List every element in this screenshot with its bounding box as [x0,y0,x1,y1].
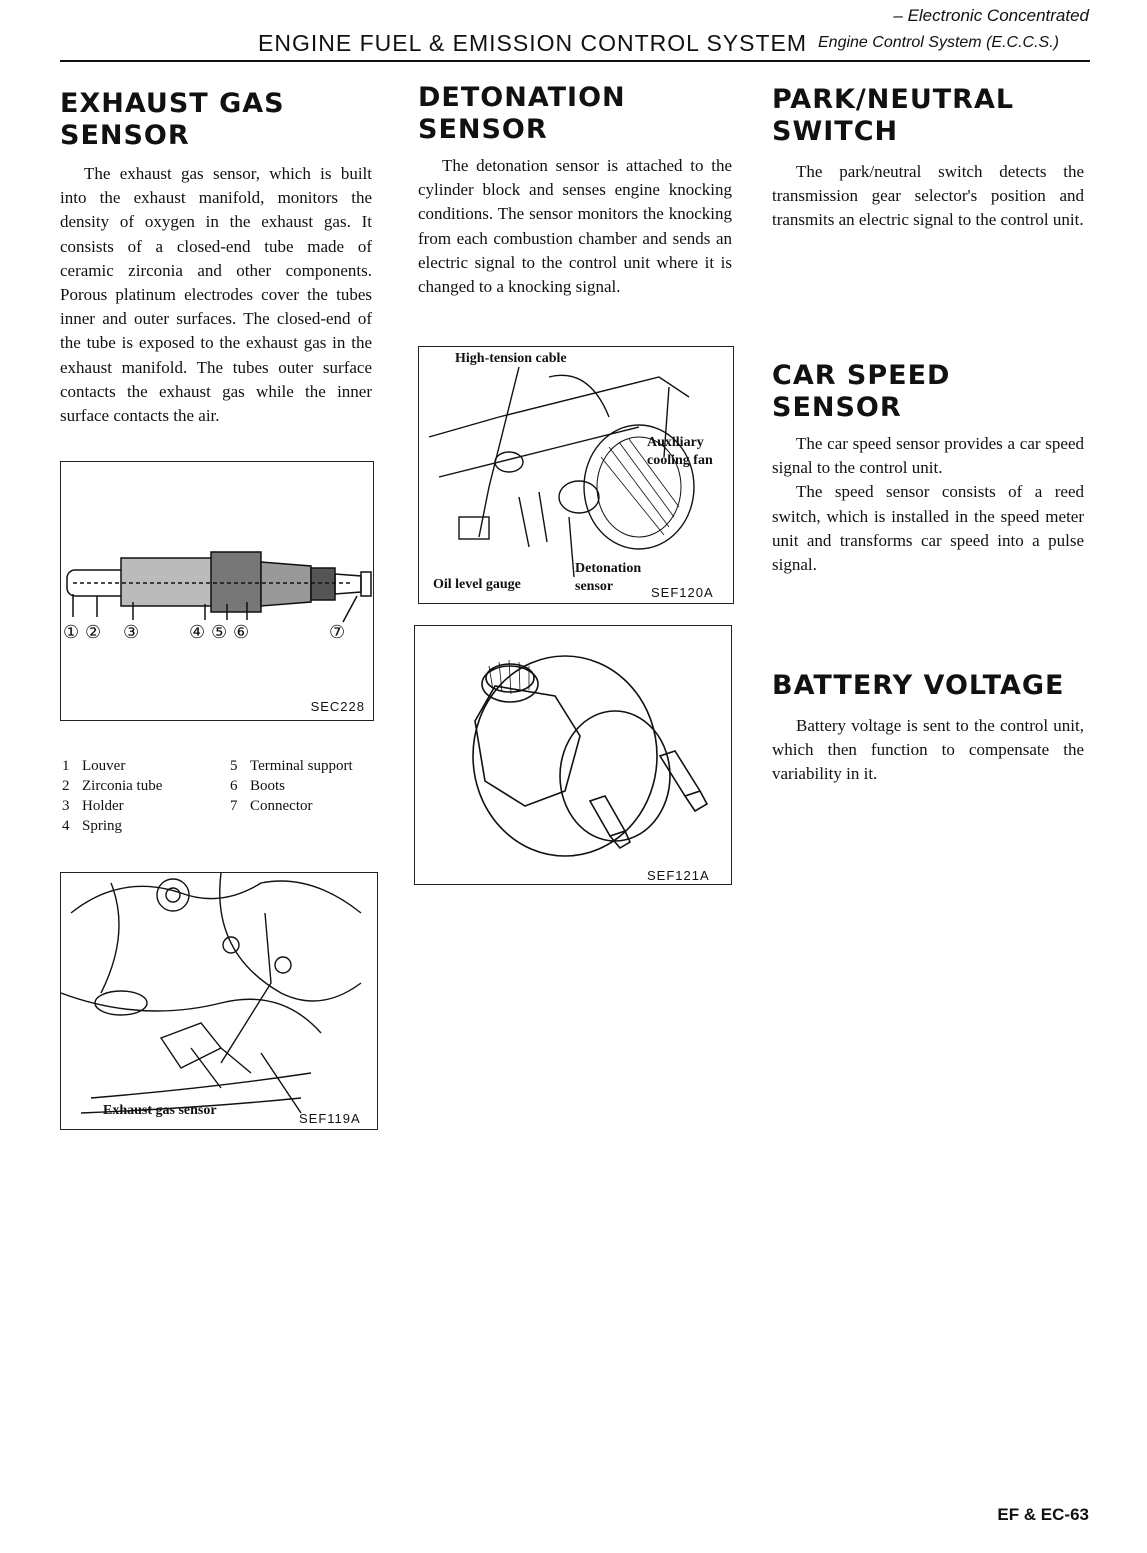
legend-item: 7 Connector [230,798,313,814]
battery-voltage-heading: BATTERY VOLTAGE [772,670,1065,701]
label-auxiliary: Auxiliary [647,435,704,450]
exhaust-sensor-figure [60,461,374,721]
callout-3: ③ [123,622,140,643]
exhaust-body: The exhaust gas sensor, which is built into the exhaust manifold, monitors the density of oxygen in the exhaust gas. It consists of a closed-end tube made of ceramic zirconia and other components. Porous platinum electrodes cover the tubes inner and outer surfaces. The closed-end of the tube is exposed to the exhaust gas in the exhaust manifold. The tubes outer surface contacts the exhaust gas while the inner surface contacts the air. [60,164,372,426]
legend-item: 5 Terminal support [230,758,353,774]
exhaust-gas-sensor-photo [60,872,378,1130]
page-number: EF & EC-63 [997,1505,1089,1524]
park-neutral-section [772,84,1084,233]
callout-1: ① [63,622,80,643]
header-title: ENGINE FUEL & EMISSION CONTROL SYSTEM [258,30,808,56]
car-speed-section [772,360,1084,577]
label-cooling-fan: cooling fan [647,453,713,468]
exhaust-sensor-cutaway-drawing [61,462,375,722]
exhaust-heading-line2: SENSOR [60,120,190,151]
label-oil-level-gauge: Oil level gauge [433,577,521,592]
callout-6: ⑥ [233,622,250,643]
legend-item: 3 Holder [62,798,124,814]
exhaust-heading [60,88,372,152]
park-neutral-body: The park/neutral switch detects the transmission gear selector's position and transmits an electric signal to the control unit. [772,162,1084,230]
legend-item: 4 Spring [62,818,123,834]
detonation-sensor-location-figure [418,346,734,604]
park-heading-line2: SWITCH [772,116,899,147]
header-rule [60,60,1090,62]
figure-code-sef120a: SEF120A [651,585,714,600]
engine-bay-drawing [61,873,379,1131]
battery-voltage-body: Battery voltage is sent to the control unit, which then function to compensate the variability in it. [772,716,1084,784]
label-detonation: Detonation [575,561,642,576]
park-neutral-heading [772,84,1084,148]
detonation-heading-line2: SENSOR [418,114,548,145]
car-speed-heading: CAR SPEED SENSOR [772,360,951,423]
exhaust-legend-right [230,756,353,816]
exhaust-section [60,88,372,428]
detonation-section [418,82,732,299]
legend-item: 6 Boots [230,778,286,794]
detonation-sensor-part-figure [414,625,732,885]
legend-item: 2 Zirconia tube [62,778,163,794]
car-speed-body-1: The car speed sensor provides a car speed signal to the control unit. [772,434,1084,478]
detonation-body: The detonation sensor is attached to the cylinder block and senses engine knocking conditions. The sensor monitors the knocking from each combustion chamber and sends an electric signal to the control unit where it is changed to a knocking signal. [418,156,732,297]
header-subtitle: – Electronic Concentrated [893,6,1089,25]
figure-code-sec228: SEC228 [310,699,365,714]
exhaust-legend-left [62,756,162,836]
battery-voltage-section [772,670,1084,787]
detonation-heading [418,82,732,146]
callout-5: ⑤ [211,622,228,643]
figure-code-sef119a: SEF119A [299,1111,361,1126]
header-title-right: Engine Control System (E.C.C.S.) [818,34,1059,51]
exhaust-heading-line1: EXHAUST GAS [60,88,285,119]
exhaust-gas-sensor-label: Exhaust gas sensor [103,1103,217,1118]
park-heading-line1: PARK/NEUTRAL [772,84,1015,115]
callout-7: ⑦ [329,622,346,643]
callout-2: ② [85,622,102,643]
detonation-heading-line1: DETONATION [418,82,626,113]
car-speed-body-2: The speed sensor consists of a reed switch, which is installed in the speed meter unit and transforms car speed into a pulse signal. [772,482,1084,575]
callout-4: ④ [189,622,206,643]
figure-code-sef121a: SEF121A [647,868,710,883]
legend-item: 1 Louver [62,758,126,774]
detonation-sensor-drawing [415,626,733,886]
label-high-tension-cable: High-tension cable [455,351,567,366]
label-sensor: sensor [575,579,614,594]
